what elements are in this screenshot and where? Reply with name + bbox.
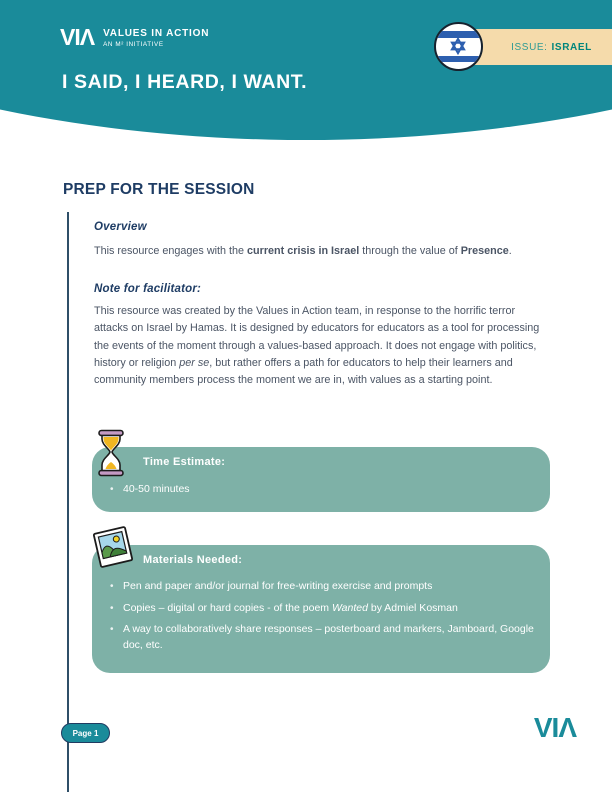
note-seg: , but rather offers a path for educators to help their learners and community members process the moment we are in, with values as a starting point. (94, 356, 513, 387)
issue-badge-value: ISRAEL (551, 41, 592, 53)
via-logo-mark: VIΛ (60, 24, 95, 50)
via-footer-logo: VIΛ (533, 712, 576, 743)
material-item-text (123, 601, 534, 617)
overview-seg: . (508, 245, 512, 257)
material-seg: Copies – digital or hard copies - of the poem (123, 601, 332, 614)
bullet-icon: • (110, 624, 114, 635)
time-estimate-value: 40-50 minutes (123, 483, 190, 495)
header (0, 0, 612, 165)
list-item (110, 482, 534, 498)
header-curved-background (0, 0, 612, 140)
via-logo (60, 26, 209, 49)
time-estimate-box (92, 447, 550, 512)
star-of-david-icon (449, 37, 467, 55)
bullet-icon: • (110, 581, 114, 592)
issue-badge-label: ISSUE: (511, 41, 548, 53)
material-item-text: Pen and paper and/or journal for free-writing exercise and prompts (123, 580, 433, 592)
overview-heading: Overview (94, 221, 147, 233)
note-heading: Note for facilitator: (94, 283, 202, 295)
logo-line1: VALUES IN ACTION (103, 28, 210, 39)
section-heading: PREP FOR THE SESSION (63, 181, 255, 198)
material-seg: by Admiel Kosman (367, 601, 458, 614)
note-seg: This resource was created by the Values in Action team, in response to the horrific terror attacks on Israel by Hamas. It is designed by educators for educators as a tool for processing the events of the moment through a values-based approach. It does not engage with politics, history or religion (94, 305, 540, 369)
list-item (110, 601, 534, 617)
material-seg-italic: Wanted (331, 601, 368, 614)
time-estimate-list (110, 482, 534, 504)
via-logo-text (103, 26, 209, 48)
overview-seg: through the value of (359, 245, 461, 257)
materials-needed-box (92, 545, 550, 673)
document-title: I SAID, I HEARD, I WANT. (62, 71, 308, 93)
vertical-rule (67, 212, 69, 792)
time-estimate-heading: Time Estimate: (143, 456, 226, 468)
overview-seg-bold: Presence (460, 245, 509, 257)
note-paragraph (94, 303, 550, 389)
materials-needed-heading: Materials Needed: (143, 554, 243, 566)
list-item (110, 579, 534, 595)
material-item-text: A way to collaboratively share responses – posterboard and markers, Jamboard, Google doc, etc. (123, 623, 534, 651)
overview-seg: This resource engages with the (94, 245, 248, 257)
list-item (110, 622, 534, 653)
materials-list (110, 579, 534, 659)
logo-line2: AN M² INITIATIVE (103, 41, 164, 48)
overview-seg-bold: current crisis in Israel (247, 245, 360, 257)
page-number-badge: Page 1 (61, 723, 110, 743)
hourglass-icon (96, 429, 126, 477)
bullet-icon: • (110, 484, 114, 495)
note-seg-italic: per se (179, 356, 210, 369)
israel-flag-icon (434, 22, 483, 71)
flag-stripe-bottom (436, 56, 481, 63)
bullet-icon: • (110, 602, 114, 614)
overview-paragraph (94, 243, 574, 260)
